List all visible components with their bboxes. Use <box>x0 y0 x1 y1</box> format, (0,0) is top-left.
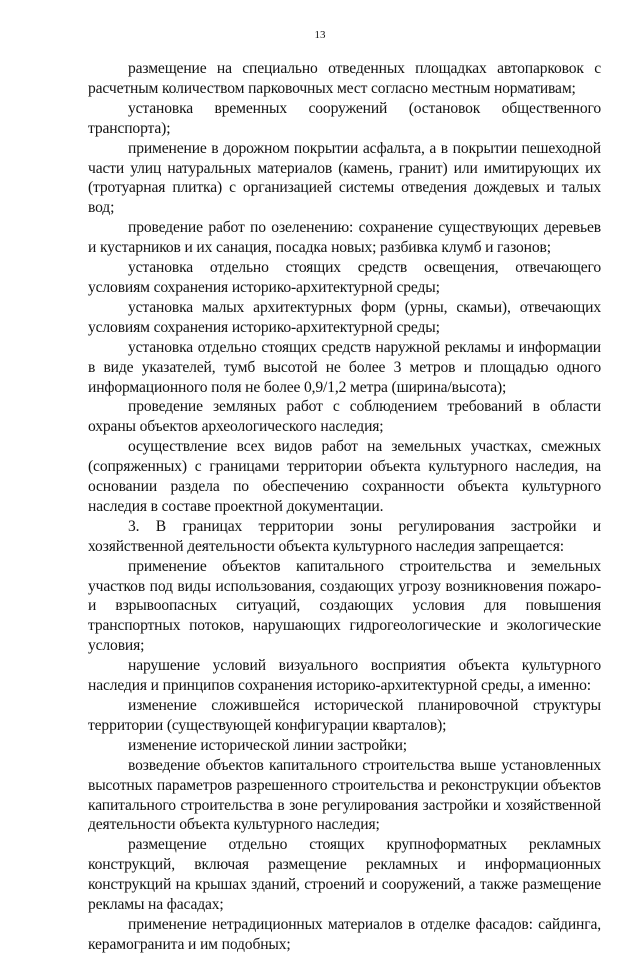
paragraph-landscaping: проведение работ по озеленению: сохранение существующих деревьев и кустарников и их санация, посадка новых; разбивка клумб и газонов; <box>88 219 601 257</box>
paragraph-outdoor-advertising: установка отдельно стоящих средств наружной рекламы и информации в виде указателей, тумб высотой не более 3 метров и площадью одного информационного поля не более 0,9/1,2 метра (ширина/высота); <box>88 338 601 396</box>
paragraph-building-line: изменение исторической линии застройки; <box>128 736 407 754</box>
page-number: 13 <box>314 29 326 41</box>
paragraph-lighting: установка отдельно стоящих средств освещения, отвечающего условиям сохранения историко-архитектурной среды; <box>88 259 601 296</box>
document-body <box>88 59 601 955</box>
paragraph-section-3-heading: 3. В границах территории зоны регулирования застройки и хозяйственной деятельности объекта культурного наследия запрещается: <box>88 517 601 555</box>
paragraph-adjacent-plots-works: осуществление всех видов работ на земельных участках, смежных (сопряженных) с границами территории объекта культурного наследия, на основании раздела по обеспечению сохранности объекта культурного наследия в составе проектной документации. <box>88 438 601 515</box>
paragraph-facade-materials: применение нетрадиционных материалов в отделке фасадов: сайдинга, керамогранита и им подобных; <box>88 915 601 953</box>
paragraph-earthworks: проведение земляных работ с соблюдением требований в области охраны объектов археологического наследия; <box>88 398 601 436</box>
paragraph-parking-placement: размещение на специально отведенных площадках автопарковок с расчетным количеством парковочных мест согласно местным нормативам; <box>88 60 601 97</box>
paragraph-planning-structure: изменение сложившейся исторической планировочной структуры территории (существующей конфигурации кварталов); <box>88 697 601 734</box>
paragraph-road-surface: применение в дорожном покрытии асфальта, а в покрытии пешеходной части улиц натуральных материалов (камень, гранит) или имитирующих их (тротуарная плитка) с организацией системы отведения дождевых и талых вод; <box>88 139 601 217</box>
paragraph-visual-perception: нарушение условий визуального восприятия объекта культурного наследия и принципов сохранения историко-архитектурной среды, а именно: <box>88 657 601 695</box>
paragraph-large-format-advertising: размещение отдельно стоящих крупноформатных рекламных конструкций, включая размещение рекламных и информационных конструкций на крышах зданий, строений и сооружений, а также размещение рекламы на фасадах; <box>88 836 601 914</box>
paragraph-height-limits: возведение объектов капитального строительства выше установленных высотных параметров разрешенного строительства и реконструкции объектов капитального строительства в зоне регулирования застройки и хозяйственной деятельности объекта культурного наследия; <box>88 756 601 834</box>
paragraph-temporary-structures: установка временных сооружений (остановок общественного транспорта); <box>88 99 601 137</box>
paragraph-hazardous-use: применение объектов капитального строительства и земельных участков под виды использования, создающих угрозу возникновения пожаро- и взрывоопасных ситуаций, создающих условия для повышения транспортных потоков, нарушающих гидрогеологические и экологические условия; <box>88 557 601 655</box>
paragraph-small-architectural-forms: установка малых архитектурных форм (урны, скамьи), отвечающих условиям сохранения историко-архитектурной среды; <box>88 298 601 336</box>
